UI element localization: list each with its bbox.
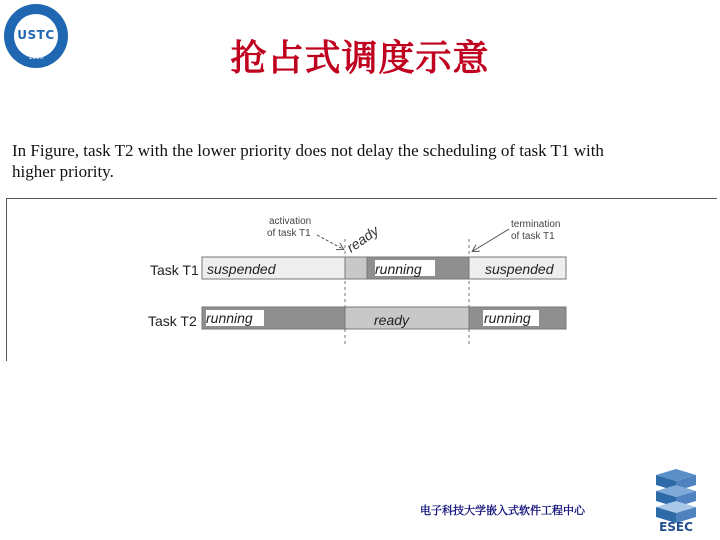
esec-brand-label: ESEC (659, 520, 693, 534)
activation-label-line-2: of task T1 (267, 228, 311, 239)
task-t2-bar (202, 307, 566, 329)
activation-arrow (317, 235, 343, 249)
logo-text: USTC (17, 28, 55, 42)
scheduling-diagram (6, 198, 717, 361)
ready-diagonal-label: ready (343, 222, 382, 256)
paragraph-line-2: higher priority. (12, 162, 114, 181)
scheduling-diagram-svg (7, 199, 717, 361)
termination-label-line-2: of task T1 (511, 231, 555, 242)
task-t1-bar (202, 257, 566, 279)
slide-title: 抢占式调度示意 (230, 37, 490, 79)
t1-segment-ready (345, 257, 367, 279)
t1-running-label: running (375, 261, 422, 277)
task-label-t2: Task T2 (148, 313, 197, 329)
activation-label-line-1: activation (269, 216, 312, 227)
t2-running-label-2: running (484, 310, 531, 326)
t1-suspended-label-1: suspended (207, 261, 276, 277)
logo-year: 1956 (28, 54, 44, 61)
paragraph-line-1: In Figure, task T2 with the lower priority does not delay the scheduling of task T1 with (12, 141, 604, 160)
termination-arrow (473, 229, 509, 251)
description-paragraph (12, 140, 692, 182)
footer-institution-text: 电子科技大学嵌入式软件工程中心 (420, 504, 585, 517)
task-label-t1: Task T1 (150, 262, 199, 278)
t2-ready-label: ready (374, 312, 410, 328)
t2-running-label-1: running (206, 310, 253, 326)
t1-suspended-label-2: suspended (485, 261, 554, 277)
termination-label-line-1: termination (511, 219, 561, 230)
